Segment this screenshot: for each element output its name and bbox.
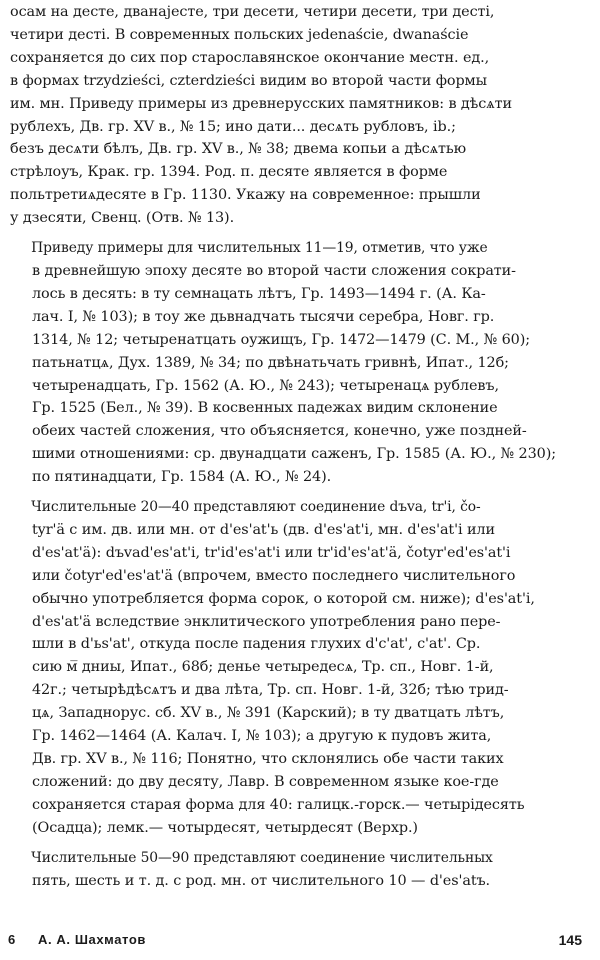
text-line: сию м̅ дниы, Ипат., 68б; денье четыредесѧ, Тр. сп., Новг. 1-й, [32, 659, 494, 676]
text-line: стрѣлоуъ, Крак. гр. 1394. Род. п. десяте является в форме [10, 164, 448, 181]
paragraph-4 [10, 847, 584, 893]
text-line: шли в d'ьs'at', откуда после падения глухих d'c'at', c'at'. Ср. [32, 636, 481, 653]
text-line: Гр. 1462—1464 (А. Калач. I, № 103); а другую к пудовъ жита, [32, 728, 492, 745]
text-line: Гр. 1525 (Бел., № 39). В косвенных падежах видим склонение [32, 400, 498, 417]
signature-mark: 6 [8, 932, 16, 947]
text-line: сохраняется до сих пор старославянское окончание местн. ед., [10, 49, 490, 66]
page-number: 145 [558, 932, 582, 948]
text-line: сложений: до дву десяту, Лавр. В современном языке кое-где [32, 773, 499, 790]
text-line: лось в десять: в ту семнацать лѣтъ, Гр. 1493—1494 г. (А. Ка- [32, 285, 486, 302]
text-line: в древнейшую эпоху десяте во второй части сложения сократи- [32, 262, 516, 279]
text-line: (Осадца); лемк.— чотырдесят, четырдесят (Верхр.) [32, 819, 418, 836]
text-line: цѧ, Западнорус. сб. XV в., № 391 (Карский); в ту дватцать лѣтъ, [32, 705, 505, 722]
text-line: обеих частей сложения, что объясняется, конечно, уже поздней- [32, 423, 527, 440]
text-line: у дзесяти, Свенц. (Отв. № 13). [10, 210, 235, 227]
text-line: d'es'at'ä): dъvad'es'at'i, tr'id'es'at'i или tr'id'es'at'ä, čotyr'ed'es'at'i [32, 544, 511, 561]
text-line: tyr'ä с им. дв. или мн. от d'es'at'ь (дв. d'es'at'i, мн. d'es'at'i или [32, 521, 495, 538]
page-footer [0, 930, 600, 954]
text-line: безъ десѧти бѣлъ, Дв. гр. XV в., № 38; двема копьи а дѣсѧтью [10, 141, 467, 158]
text-line: или čotyr'ed'es'at'ä (впрочем, вместо последнего числительного [32, 567, 516, 584]
text-line: 1314, № 12; четыренатцать оужищъ, Гр. 1472—1479 (С. М., № 60); [32, 331, 530, 348]
text-line: осам на десте, дванајесте, три десети, четири десети, три десті, [10, 4, 495, 20]
text-line: шими отношениями: ср. двунадцати саженъ, Гр. 1585 (А. Ю., № 230); [32, 446, 556, 463]
text-line: рублехъ, Дв. гр. XV в., № 15; ино дати... десѧть рубловъ, ib.; [10, 118, 456, 135]
text-line: сохраняется старая форма для 40: галицк.-горск.— четырідесять [32, 796, 525, 813]
text-line: четыренадцать, Гр. 1562 (А. Ю., № 243); четыренацѧ рублевъ, [32, 377, 499, 394]
running-author: А. А. Шахматов [38, 932, 146, 947]
paragraph-1 [10, 1, 584, 230]
paragraph-2 [10, 237, 584, 489]
text-line: Числительные 20—40 представляют соединение dъva, tr'i, čо- [31, 499, 481, 516]
text-line: обычно употребляется форма сорок, о которой см. ниже); d'es'at'i, [32, 590, 535, 607]
text-line: патьнатцѧ, Дух. 1389, № 34; по двѣнатьчать гривнѣ, Ипат., 12б; [32, 354, 509, 371]
text-line: Числительные 50—90 представляют соединение числительных [31, 849, 493, 866]
text-line: четири десті. В современных польских jedenaście, dwanaście [10, 26, 469, 43]
text-line: d'es'at'ä вследствие энклитического употребления рано пере- [32, 613, 501, 630]
text-line: лач. I, № 103); в тоу же дьвнадчать тысячи серебра, Новг. гр. [32, 308, 495, 325]
text-line: 42г.; четырѣдѣсѧтъ и два лѣта, Тр. сп. Новг. 1-й, 32б; тѣю трид- [32, 682, 509, 699]
text-line: Дв. гр. XV в., № 116; Понятно, что склонялись обе части таких [32, 751, 504, 767]
text-line: им. мн. Приведу примеры из древнерусских памятников: в дѣсѧти [10, 95, 512, 112]
text-line: в формах trzydzieści, czterdzieści видим во второй части формы [10, 72, 488, 89]
text-line: Приведу примеры для числительных 11—19, отметив, что уже [31, 240, 488, 257]
text-line: по пятинадцати, Гр. 1584 (А. Ю., № 24). [32, 469, 332, 486]
text-line: пять, шесть и т. д. с род. мн. от числительного 10 — d'es'atъ. [32, 872, 491, 889]
paragraph-3 [10, 496, 584, 840]
text-line: польтретиѧдесяте в Гр. 1130. Укажу на современное: прышли [10, 187, 481, 204]
